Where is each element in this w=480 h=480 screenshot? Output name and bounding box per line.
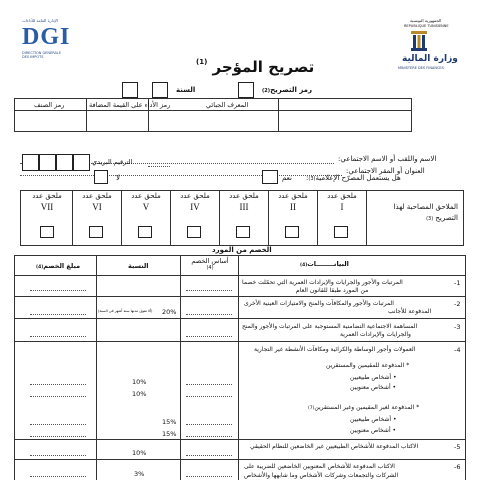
annex-III-number: III xyxy=(239,202,249,212)
postal-box-4[interactable] xyxy=(73,154,90,171)
annex-IV[interactable] xyxy=(171,192,219,212)
id-col-divider-3 xyxy=(86,98,87,132)
row-5-rate: 10% xyxy=(132,449,147,457)
resident-physical: • أشخاص طبيعيين xyxy=(350,374,397,381)
row-6-num: 6- xyxy=(454,463,461,471)
row-2-line1: المرتبات والأجور والمكافآت والمنح والامتيازات العينية الأخرى xyxy=(244,300,394,307)
postal-dots xyxy=(148,166,170,167)
annex-II[interactable] xyxy=(269,192,317,212)
rate-res-legal: 10% xyxy=(132,390,147,398)
row-5-amount-field[interactable] xyxy=(30,455,86,456)
rate-non-legal: 15% xyxy=(162,430,177,438)
row-6-base-field[interactable] xyxy=(186,476,232,477)
category-code-input[interactable] xyxy=(16,112,84,130)
row-6-line2: الشركات والتجمعات وشركات الأشخاص وما شابهها والأشخاص xyxy=(244,472,399,479)
year-box-2[interactable] xyxy=(152,82,168,98)
annex-I-number: I xyxy=(340,202,344,212)
postal-code-label: الترقيم البريدي xyxy=(92,158,133,166)
column-emblem-icon xyxy=(410,30,428,52)
nonresident-subtitle: * المدفوعة لغير المقيمين وغير المستقرين(7) xyxy=(308,404,420,411)
annex-IV-title: ملحق عدد xyxy=(180,192,210,200)
row-4-line1: العمولات وأجور الوساطة والكرائية ومكافآت الأنشطة غير التجارية xyxy=(254,346,416,353)
annex-VI-checkbox[interactable] xyxy=(89,226,103,238)
row-3-num: 3- xyxy=(454,323,461,331)
rate-non-physical: 15% xyxy=(162,418,177,426)
annex-VI-number: VI xyxy=(92,202,102,212)
annex-II-number: II xyxy=(290,202,296,212)
col-header-rate: النسبة xyxy=(128,262,149,270)
software-yes-label: نعم xyxy=(282,174,292,182)
category-code-header: رمز الصنف xyxy=(34,101,65,109)
address-label: العنوان أو المقر الاجتماعي: xyxy=(346,167,425,175)
dgi-wordmark: DGI xyxy=(22,24,71,50)
annex-I-title: ملحق عدد xyxy=(327,192,357,200)
declaration-code-label: رمز التصريح(2) xyxy=(262,86,313,94)
annex-II-checkbox[interactable] xyxy=(285,226,299,238)
nonresident-legal: • أشخاص معنويين xyxy=(350,427,397,434)
row-4-non-physical-base[interactable] xyxy=(186,424,232,425)
ministry-name: وزارة المالية xyxy=(402,54,458,64)
software-yes-checkbox[interactable] xyxy=(262,170,278,184)
fiscal-id-input[interactable] xyxy=(150,112,276,130)
annex-V[interactable] xyxy=(122,192,170,212)
row-4 xyxy=(14,342,466,440)
col-header-base: أساس الخصم (4) xyxy=(191,257,229,271)
id-table-header-line xyxy=(14,110,412,111)
row-3-line2: والجرايات والإيرادات العمرية xyxy=(340,331,411,338)
vat-code-input[interactable] xyxy=(88,112,146,130)
declaration-code-box[interactable] xyxy=(238,82,254,98)
rate-res-physical: 10% xyxy=(132,378,147,386)
annex-I[interactable] xyxy=(318,192,366,212)
annex-VII-title: ملحق عدد xyxy=(32,192,62,200)
row-1-amount-field[interactable] xyxy=(30,290,86,291)
row-4-res-physical-base[interactable] xyxy=(186,384,232,385)
row-1-line1: المرتبات والأجور والجرايات والإيرادات العمرية التي تحمّلت خصما xyxy=(242,279,403,286)
annex-IV-checkbox[interactable] xyxy=(187,226,201,238)
ministry-top-text: الجمهورية التونسية xyxy=(410,18,442,23)
annex-VII[interactable] xyxy=(22,192,72,212)
row-3-amount-field[interactable] xyxy=(30,336,86,337)
col-header-data: البيانــــــــات(4) xyxy=(300,260,349,268)
postal-box-1[interactable] xyxy=(22,154,39,171)
row-1-num: 1- xyxy=(454,279,461,287)
name-label: الاسم واللقب أو الاسم الاجتماعي: xyxy=(338,155,437,163)
row-2-num: 2- xyxy=(454,300,461,308)
row-4-res-physical-amount[interactable] xyxy=(30,384,86,385)
row-3-base-field[interactable] xyxy=(186,336,232,337)
software-no-label: لا xyxy=(116,174,120,182)
row-2-amount-field[interactable] xyxy=(30,314,86,315)
annex-VI-title: ملحق عدد xyxy=(82,192,112,200)
annex-VII-number: VII xyxy=(40,202,54,212)
resident-legal: • أشخاص معنويين xyxy=(350,384,397,391)
postal-box-2[interactable] xyxy=(39,154,56,171)
row-4-num: 4- xyxy=(454,346,461,354)
row-4-res-legal-base[interactable] xyxy=(186,396,232,397)
ministry-logo xyxy=(392,18,458,74)
software-question: هل يستعمل المصرّح الإعلامية(3): xyxy=(306,174,401,182)
row-2-base-field[interactable] xyxy=(186,314,232,315)
resident-subtitle: * المدفوعة للمقيمين والمستقرين xyxy=(326,362,410,369)
year-box-1[interactable] xyxy=(122,82,138,98)
annex-V-checkbox[interactable] xyxy=(138,226,152,238)
software-no-checkbox[interactable] xyxy=(94,170,108,184)
annex-V-number: V xyxy=(142,202,150,212)
fiscal-id-header: المعرف الجبائي xyxy=(206,101,249,109)
form-title: تصريح المؤجر $^{(1)}$ xyxy=(196,58,315,76)
row-4-non-legal-amount[interactable] xyxy=(30,436,86,437)
dgi-subtitle: DIRECTION GENERALE DES IMPOTS xyxy=(22,51,62,59)
annex-III[interactable] xyxy=(220,192,268,212)
row-4-non-legal-base[interactable] xyxy=(186,436,232,437)
title-footnote: (1) xyxy=(196,58,208,66)
row-4-non-physical-amount[interactable] xyxy=(30,424,86,425)
year-label: السنة xyxy=(176,86,196,94)
dgi-logo xyxy=(22,18,82,66)
row-2-rate: 20% xyxy=(162,308,177,316)
address-field[interactable] xyxy=(20,175,342,176)
annex-divider-0 xyxy=(366,190,367,246)
annex-V-title: ملحق عدد xyxy=(131,192,161,200)
withholding-title: الخصم من المورد xyxy=(212,246,272,254)
row-1-base-field[interactable] xyxy=(186,290,232,291)
row-5-base-field[interactable] xyxy=(186,455,232,456)
dgi-arabic-text: الإدارة العامة للأداءات xyxy=(22,18,58,23)
row-2-line2: المدفوعة للأجانب xyxy=(388,308,432,315)
row-3-line1: المساهمة الاجتماعية التضامنية المستوجبة على المرتبات والأجور والمنح xyxy=(242,323,418,330)
annex-VII-checkbox[interactable] xyxy=(40,226,54,238)
annexes-label: الملاحق المصاحبة لهذا التصريح (3) xyxy=(393,203,458,222)
ministry-fr: MINISTERE DES FINANCES xyxy=(398,66,444,70)
row-1-line2: من المورد طبقا للقانون العام xyxy=(296,287,369,294)
ministry-top-fr: REPUBLIQUE TUNISIENNE xyxy=(404,24,449,28)
id-col-divider-1 xyxy=(278,98,279,132)
vat-code-header: رمز الأداء على القيمة المضافة xyxy=(89,101,171,109)
row-5-num: 5- xyxy=(454,443,461,451)
row-2-rate-note: (ألا تفوق مدتها ستة أشهر في السنة) xyxy=(98,309,153,313)
postal-box-3[interactable] xyxy=(56,154,73,171)
annex-III-title: ملحق عدد xyxy=(229,192,259,200)
annex-IV-number: IV xyxy=(190,202,200,212)
annex-III-checkbox[interactable] xyxy=(236,226,250,238)
row-5-line1: الاكتاب المدفوعة للأشخاص الطبيعيين غير الخاضعين للنظام الحقيقي xyxy=(250,443,419,450)
annex-I-checkbox[interactable] xyxy=(334,226,348,238)
annex-II-title: ملحق عدد xyxy=(278,192,308,200)
row-4-res-legal-amount[interactable] xyxy=(30,396,86,397)
row-6-line1: الاكتاب المدفوعة للأشخاص المعنويين الخاضعين للضريبة على xyxy=(244,463,395,470)
annex-VI[interactable] xyxy=(73,192,121,212)
col-header-amount: مبلغ الخصم(4) xyxy=(36,262,81,270)
nonresident-physical: • أشخاص طبيعيين xyxy=(350,416,397,423)
row-6-rate: 3% xyxy=(134,470,145,478)
row-6-amount-field[interactable] xyxy=(30,476,86,477)
